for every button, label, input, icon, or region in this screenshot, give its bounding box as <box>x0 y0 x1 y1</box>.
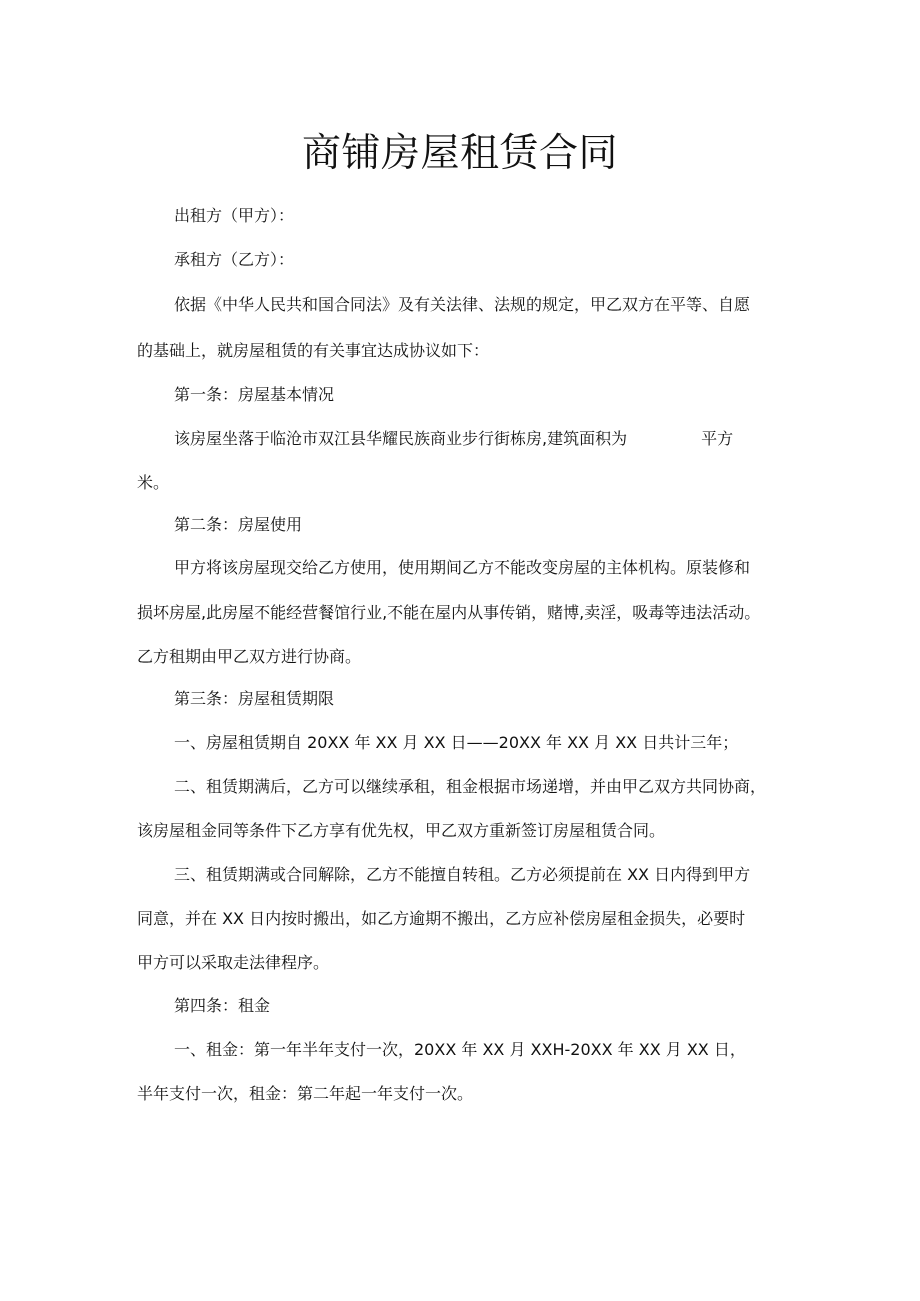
article3-item1: 一、房屋租赁期自 20XX 年 XX 月 XX 日——20XX 年 XX 月 XX 日共计三年； <box>174 733 739 752</box>
article2-line-2: 损坏房屋,此房屋不能经营餐馆行业,不能在屋内从事传销，赌博,卖淫，吸毒等违法活动。 <box>137 603 761 622</box>
article1-location-line <box>174 428 772 450</box>
article2-heading: 第二条：房屋使用 <box>174 515 303 534</box>
article2-line-1: 甲方将该房屋现交给乙方使用，使用期间乙方不能改变房屋的主体机构。原装修和 <box>174 558 751 577</box>
article3-item2-line-1: 二、租赁期满后，乙方可以继续承租，租金根据市场递增，并由甲乙双方共同协商， <box>174 777 767 796</box>
article1-area-unit: 平方 <box>701 429 734 448</box>
article4-item1-line-2: 半年支付一次，租金：第二年起一年支付一次。 <box>137 1084 474 1103</box>
article4-heading: 第四条：租金 <box>174 996 271 1015</box>
preamble-line-2: 的基础上，就房屋租赁的有关事宜达成协议如下： <box>137 341 490 360</box>
lessor-label: 出租方（甲方）： <box>174 206 295 225</box>
article1-area-unit-end: 米。 <box>137 473 170 492</box>
article1-location-text: 该房屋坐落于临沧市双江县华耀民族商业步行街栋房,建筑面积为 <box>174 429 628 448</box>
document-title: 商铺房屋租赁合同 <box>301 131 618 176</box>
article3-item3-line-2: 同意，并在 XX 日内按时搬出，如乙方逾期不搬出，乙方应补偿房屋租金损失，必要时 <box>137 909 746 928</box>
lessee-label: 承租方（乙方）： <box>174 250 295 269</box>
article1-heading: 第一条：房屋基本情况 <box>174 385 335 404</box>
preamble-line-1: 依据《中华人民共和国合同法》及有关法律、法规的规定，甲乙双方在平等、自愿 <box>174 295 751 314</box>
article3-item3-line-3: 甲方可以采取走法律程序。 <box>137 953 330 972</box>
article3-item2-line-2: 该房屋租金同等条件下乙方享有优先权，甲乙双方重新签订房屋租赁合同。 <box>137 821 666 840</box>
article4-item1-line-1: 一、租金：第一年半年支付一次，20XX 年 XX 月 XXH-20XX 年 XX 月 XX 日， <box>174 1040 746 1059</box>
article3-item3-line-1: 三、租赁期满或合同解除，乙方不能擅自转租。乙方必须提前在 XX 日内得到甲方 <box>174 865 751 884</box>
article3-heading: 第三条：房屋租赁期限 <box>174 689 335 708</box>
article2-line-3: 乙方租期由甲乙双方进行协商。 <box>137 647 362 666</box>
